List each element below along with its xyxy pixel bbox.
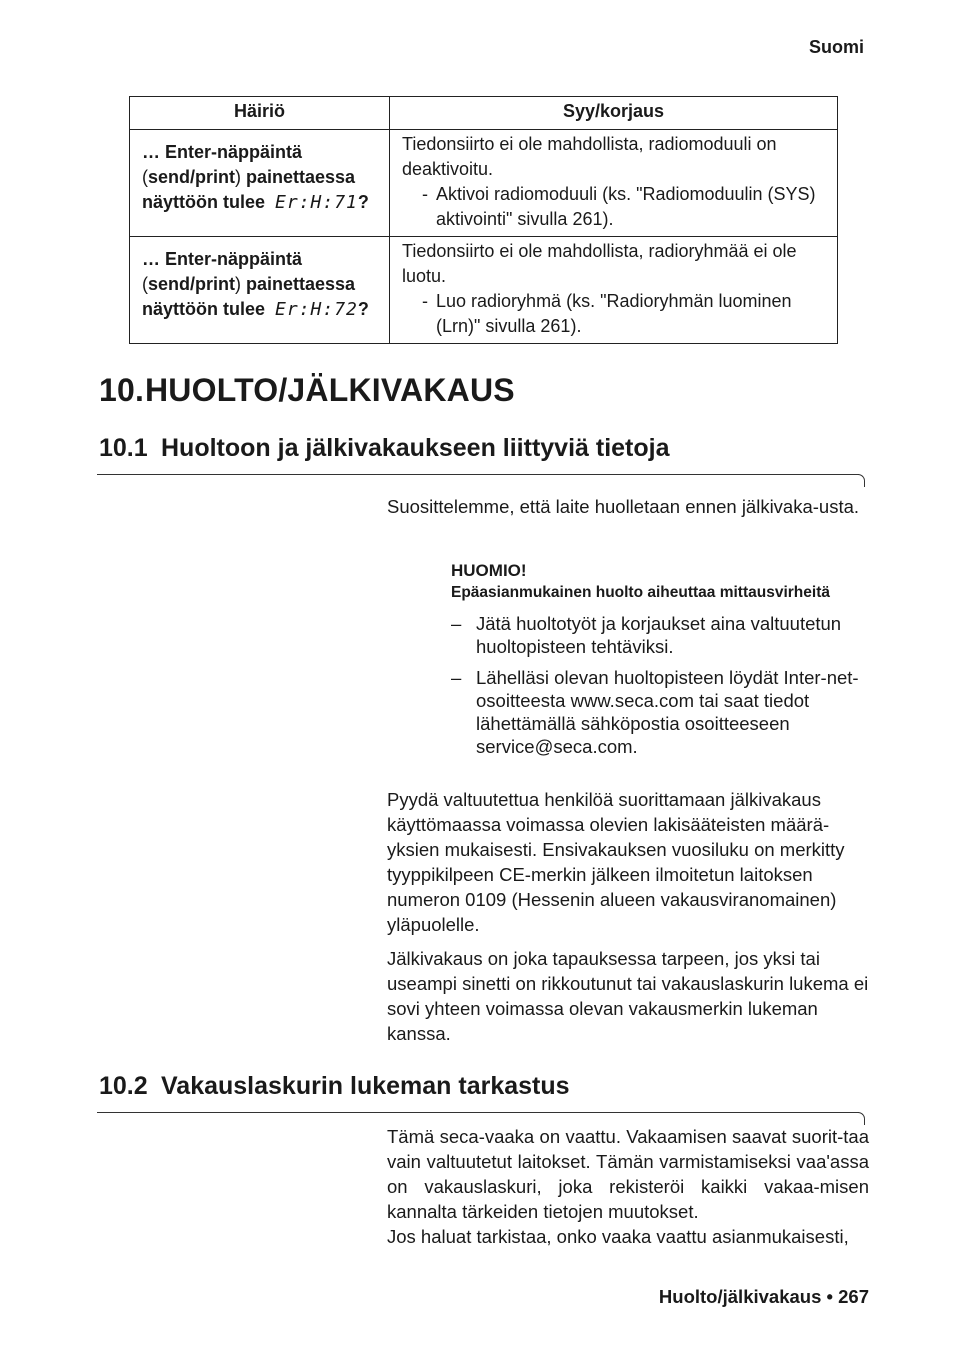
intro-paragraph: Suosittelemme, että laite huolletaan ennen jälkivaka-usta.: [387, 496, 860, 517]
paren-open: (: [142, 167, 148, 187]
section-divider: [97, 1112, 859, 1113]
section-heading-10-2: [99, 1072, 570, 1101]
cause-cell: [390, 237, 838, 344]
paren-close: ): [235, 167, 242, 187]
column-header-cause: Syy/korjaus: [390, 97, 838, 130]
section-1-intro: [387, 494, 869, 519]
paragraph: Jos haluat tarkistaa, onko vaaka vaattu asianmukaisesti,: [387, 1226, 849, 1247]
section-number: 10.2: [99, 1072, 148, 1100]
paren-open: (: [142, 274, 148, 294]
fault-line-2-rest: painettaessa: [241, 167, 356, 187]
table-header-row: [130, 97, 838, 130]
troubleshooting-table: [129, 96, 838, 344]
list-item: [451, 666, 871, 758]
section-number: 10.1: [99, 434, 148, 462]
key-name: send/print: [148, 274, 236, 294]
language-label: Suomi: [808, 37, 864, 57]
section-title: Vakauslaskurin lukeman tarkastus: [161, 1072, 570, 1100]
table-row: [130, 130, 838, 237]
paren-close: ): [235, 274, 242, 294]
list-item-text: Jätä huoltotyöt ja korjaukset aina valtuutetun huoltopisteen tehtäviksi.: [476, 613, 842, 657]
list-item-text: Lähelläsi olevan huoltopisteen löydät Inter-net-osoitteesta www.seca.com tai saat tiedot lähettämällä sähköpostia osoitteeseen service@seca.com.: [476, 667, 859, 757]
column-header-fault: Häiriö: [130, 97, 390, 130]
section-divider: [97, 474, 859, 475]
warning-notice: [451, 559, 871, 758]
fault-line-2: [142, 165, 385, 190]
dash-marker: -: [422, 291, 428, 311]
dash-marker: -: [422, 184, 428, 204]
fault-line-3-text: näyttöön tulee: [142, 192, 266, 212]
section-2-body: [387, 1124, 869, 1249]
fault-line-3-text: näyttöön tulee: [142, 299, 266, 319]
chapter-title-text: HUOLTO/JÄLKIVAKAUS: [145, 372, 515, 408]
section-title: Huoltoon ja jälkivakaukseen liittyviä tietoja: [161, 434, 670, 462]
key-name: send/print: [148, 167, 236, 187]
paragraph: Pyydä valtuutettua henkilöä suorittamaan jälkivakaus käyttömaassa voimassa olevien lakisääteisten määrä-yksien mukaisesti. Ensivakauksen vuosiluku on merkitty tyyppikilpeen CE-merkin jälkeen ilmoitetun laitoksen numeron 0109 (Hessenin alueen vakausviranomainen) yläpuolelle.: [387, 789, 845, 935]
cause-text: Tiedonsiirto ei ole mahdollista, radioryhmää ei ole luotu.: [402, 241, 797, 286]
fault-line-2: [142, 272, 385, 297]
fix-text: Aktivoi radiomoduuli (ks. "Radiomoduulin (SYS) aktivointi" sivulla 261).: [436, 184, 816, 229]
section-heading-10-1: [99, 434, 670, 463]
paragraph: Tämä seca-vaaka on vaattu. Vakaamisen saavat suorit-taa vain valtuutetut laitokset. Tämän varmistamiseksi vaa'assa on vakauslaskuri, joka rekisteröi kaikki vakaa-misen kannalta tärkeiden tietojen muutokset.: [387, 1126, 869, 1222]
page-footer: Huolto/jälkivakaus • 267: [658, 1286, 869, 1307]
question-mark: ?: [357, 299, 369, 319]
paragraph: Jälkivakaus on joka tapauksessa tarpeen, jos yksi tai useampi sinetti on rikkoutunut tai vakauslaskurin lukema ei sovi yhteen voimassa olevan vakausmerkin lukeman kanssa.: [387, 948, 869, 1044]
fault-cell: [130, 237, 390, 344]
fault-cell: [130, 130, 390, 237]
fault-line-3: [142, 297, 385, 322]
section-1-body: [387, 787, 869, 1046]
dash-marker: –: [451, 613, 462, 634]
cause-text: Tiedonsiirto ei ole mahdollista, radiomoduuli on deaktivoitu.: [402, 134, 777, 179]
cause-cell: [390, 130, 838, 237]
table-row: [130, 237, 838, 344]
notice-subheading: Epäasianmukainen huolto aiheuttaa mittausvirheitä: [451, 584, 830, 601]
fault-line-2-rest: painettaessa: [241, 274, 356, 294]
notice-heading: HUOMIO!: [451, 561, 527, 580]
display-code: Er:H:72: [275, 299, 358, 320]
fix-text: Luo radioryhmä (ks. "Radioryhmän luominen (Lrn)" sivulla 261).: [436, 291, 792, 336]
question-mark: ?: [357, 192, 369, 212]
fix-item: [402, 289, 831, 339]
fault-line-3: [142, 190, 385, 215]
list-item: [451, 612, 871, 658]
display-code: Er:H:71: [275, 192, 358, 213]
chapter-title: [99, 372, 515, 409]
chapter-number: 10.: [99, 372, 145, 408]
dash-marker: –: [451, 667, 462, 688]
fix-item: [402, 182, 831, 232]
fault-line-1: … Enter-näppäintä: [142, 142, 303, 162]
fault-line-1: … Enter-näppäintä: [142, 249, 303, 269]
